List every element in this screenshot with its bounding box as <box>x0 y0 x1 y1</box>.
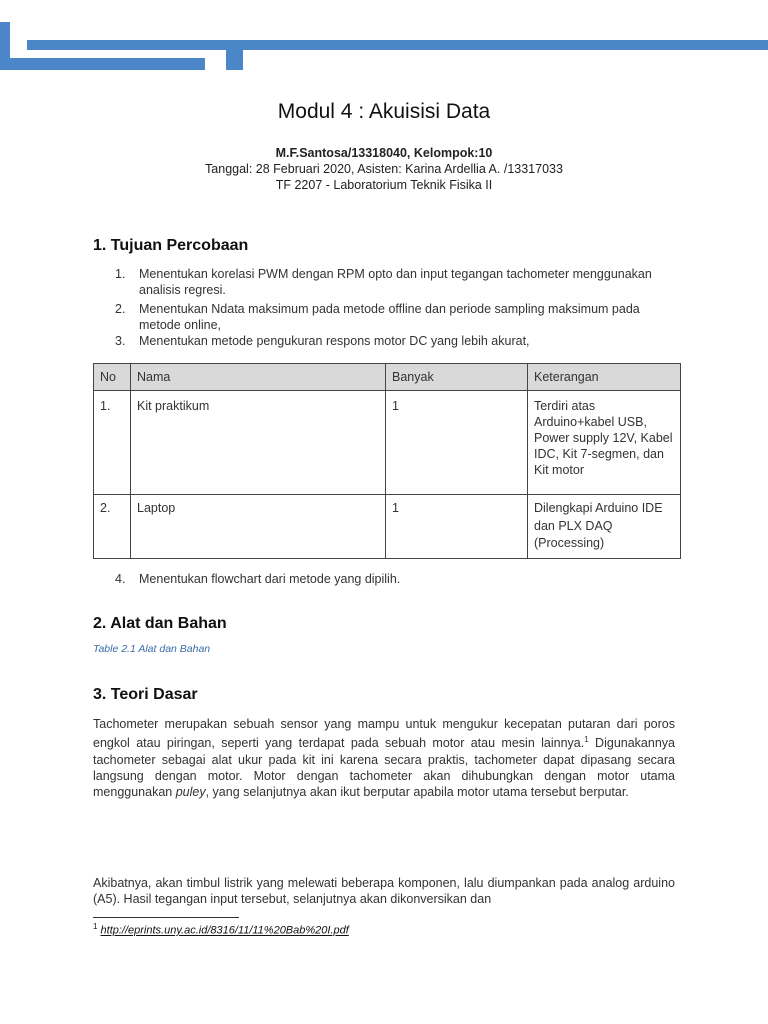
table-cell: 1 <box>386 391 528 495</box>
theory-paragraph-2: Akibatnya, akan timbul listrik yang melewati beberapa komponen, lalu diumpankan pada analog arduino (A5). Hasil tegangan input tersebut, selanjutnya akan dikonversikan dan <box>93 876 675 907</box>
list-item <box>115 571 685 587</box>
table-cell: Laptop <box>131 495 386 559</box>
table-cell: Terdiri atas Arduino+kabel USB, Power supply 12V, Kabel IDC, Kit 7-segmen, dan Kit motor <box>528 391 681 495</box>
list-item-number: 4. <box>115 572 126 586</box>
emphasis-text: puley <box>175 785 206 800</box>
table-cell: 2. <box>94 495 131 559</box>
table-header-cell: No <box>94 364 131 391</box>
table-cell: Dilengkapi Arduino IDE dan PLX DAQ (Processing) <box>528 495 681 559</box>
header-decoration-block <box>226 50 243 70</box>
footnote-divider <box>93 917 239 918</box>
table-header-cell: Banyak <box>386 364 528 391</box>
paragraph-text: Digunakannya tachometer sebagai alat ukur pada kit ini karena secara praktis, tachometer dapat dipasang secara langsung dengan motor. Motor dengan tachometer akan dihubungkan dengan motor utama menggunakan <box>93 736 675 800</box>
course-line: TF 2207 - Laboratorium Teknik Fisika II <box>275 178 493 192</box>
paragraph-text: , yang selanjutnya akan ikut berputar apabila motor utama tersebut berputar. <box>205 785 629 800</box>
list-item-text: Menentukan korelasi PWM dengan RPM opto dan input tegangan tachometer menggunakan analisis regresi. <box>139 267 652 297</box>
list-item <box>115 333 685 349</box>
header-decoration-bar-top <box>27 40 768 50</box>
list-item-number: 1. <box>115 267 126 281</box>
table-header-cell: Nama <box>131 364 386 391</box>
header-decoration-bar-bottom <box>0 58 205 70</box>
document-title: Modul 4 : Akuisisi Data <box>277 100 491 123</box>
list-item-text: Menentukan metode pengukuran respons motor DC yang lebih akurat, <box>139 334 530 348</box>
list-item <box>115 266 685 298</box>
footnote-reference[interactable]: 1 <box>584 735 589 745</box>
list-item-text: Menentukan Ndata maksimum pada metode offline dan periode sampling maksimum pada metode online, <box>139 302 640 332</box>
list-item-number: 2. <box>115 302 126 316</box>
table-cell: 1. <box>94 391 131 495</box>
author-line: M.F.Santosa/13318040, Kelompok:10 <box>275 146 493 160</box>
footnote <box>93 922 349 937</box>
table-header-cell: Keterangan <box>528 364 681 391</box>
list-item-text: Menentukan flowchart dari metode yang dipilih. <box>139 572 401 586</box>
section1-heading: 1. Tujuan Percobaan <box>93 237 249 254</box>
section2-heading: 2. Alat dan Bahan <box>93 615 227 632</box>
table-caption: Table 2.1 Alat dan Bahan <box>93 643 211 655</box>
footnote-link[interactable]: http://eprints.uny.ac.id/8316/11/11%20Bab%20I.pdf <box>100 924 349 937</box>
table-header-row <box>94 364 681 391</box>
date-line: Tanggal: 28 Februari 2020, Asisten: Karina Ardellia A. /13317033 <box>205 162 563 176</box>
footnote-mark: 1 <box>93 922 98 931</box>
theory-paragraph-1 <box>93 716 675 801</box>
table-cell: 1 <box>386 495 528 559</box>
section3-heading: 3. Teori Dasar <box>93 686 198 703</box>
list-item-number: 3. <box>115 334 126 348</box>
table-cell: Kit praktikum <box>131 391 386 495</box>
equipment-table <box>93 363 681 559</box>
table-row <box>94 495 681 559</box>
list-item <box>115 301 685 333</box>
paragraph-text: Tachometer merupakan sebuah sensor yang mampu untuk mengukur kecepatan putaran dari poros engkol atau piringan, seperti yang terdapat pada sebuah motor atau mesin lainnya. <box>93 717 675 751</box>
table-row <box>94 391 681 495</box>
